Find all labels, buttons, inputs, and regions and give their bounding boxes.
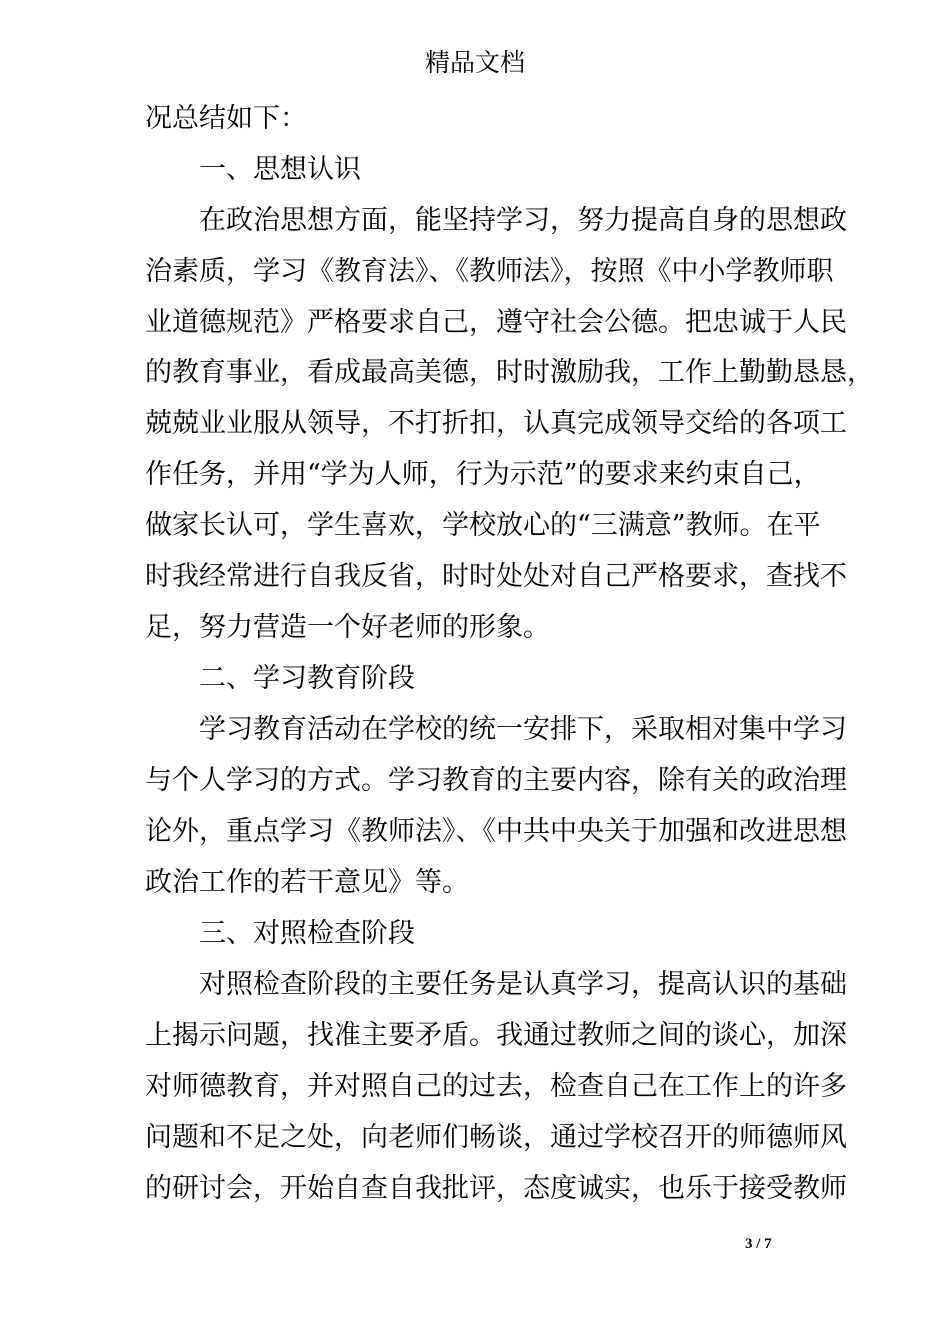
text-line: 做家长认可，学生喜欢，学校放心的“三满意”教师。在平 (145, 510, 821, 541)
text-line: 论外，重点学习《教师法》、《中共中央关于加强和改进思想 (145, 816, 847, 847)
text-line: 的教育事业，看成最高美德，时时激励我，工作上勤勤恳恳， (145, 357, 874, 388)
text-line: 兢兢业业服从领导，不打折扣，认真完成领导交给的各项工 (145, 408, 847, 439)
text-line: 学习教育活动在学校的统一安排下，采取相对集中学习 (199, 714, 847, 745)
text-line: 问题和不足之处，向老师们畅谈，通过学校召开的师德师风 (145, 1122, 847, 1153)
text-line: 作任务，并用“学为人师，行为示范”的要求来约束自己， (145, 459, 821, 490)
text-line: 时我经常进行自我反省，时时处处对自己严格要求，查找不 (145, 561, 847, 592)
text-line: 政治工作的若干意见》等。 (145, 867, 469, 898)
text-line: 上揭示问题，找准主要矛盾。我通过教师之间的谈心，加深 (145, 1020, 847, 1051)
text-line: 对师德教育，并对照自己的过去，检查自己在工作上的许多 (145, 1071, 847, 1102)
section-heading: 一、思想认识 (199, 154, 361, 185)
text-line: 的研讨会，开始自查自我批评，态度诚实，也乐于接受教师 (145, 1173, 847, 1204)
text-line: 治素质，学习《教育法》、《教师法》，按照《中小学教师职 (145, 256, 834, 287)
section-heading: 二、学习教育阶段 (199, 663, 415, 694)
text-line: 对照检查阶段的主要任务是认真学习，提高认识的基础 (199, 969, 847, 1000)
section-heading: 三、对照检查阶段 (199, 918, 415, 949)
text-line: 与个人学习的方式。学习教育的主要内容，除有关的政治理 (145, 765, 847, 796)
text-line: 况总结如下： (145, 103, 307, 134)
page-number: 3 / 7 (745, 1236, 772, 1252)
page-header-title: 精品文档 (424, 48, 525, 77)
text-line: 足，努力营造一个好老师的形象。 (145, 612, 550, 643)
text-line: 业道德规范》严格要求自己，遵守社会公德。把忠诚于人民 (145, 307, 847, 338)
text-line: 在政治思想方面，能坚持学习，努力提高自身的思想政 (199, 205, 847, 236)
